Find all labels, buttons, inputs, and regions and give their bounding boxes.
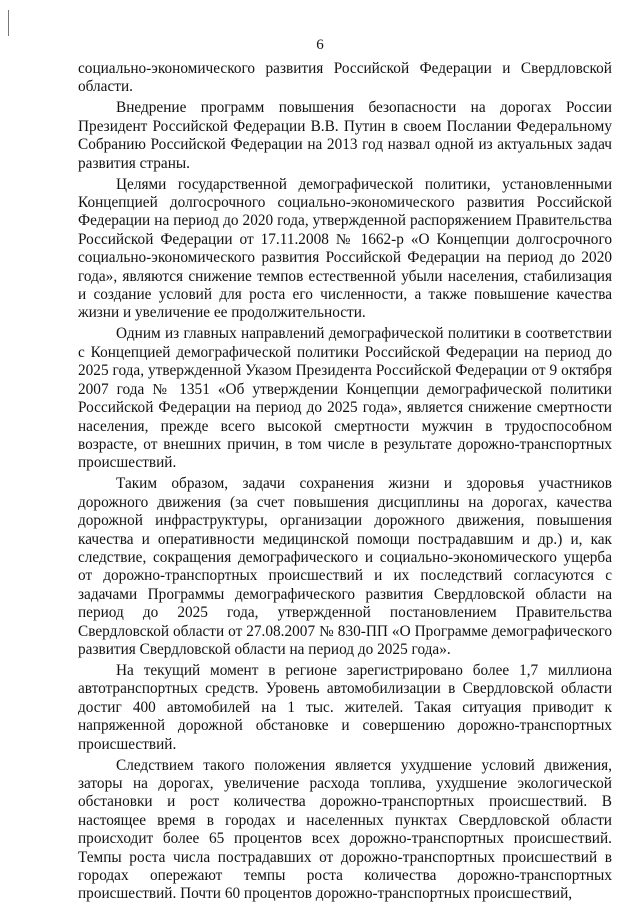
page-number: 6 (316, 37, 324, 53)
paragraph-mortality-reduction: Одним из главных направлений демографической политики в соответствии с Концепцией демографической политики Российской Федерации на период до 2025 года, утвержденной Указом Президента Российской Федерации от 9 октября 2007 года № 1351 «Об утверждении Концепции демографической политики Российской Федерации на период до 2025 года», является снижение смертности населения, прежде всего высокой смертности мужчин в трудоспособном возрасте, от внешних причин, в том числе в результате дорожно-транспортных происшествий. (78, 325, 612, 472)
paragraph-continuation: социально-экономического развития Российской Федерации и Свердловской области. (78, 60, 612, 96)
paragraph-traffic-participants-safety: Таким образом, задачи сохранения жизни и здоровья участников дорожного движения (за счет повышения дисциплины на дорогах, качества дорожной инфраструктуры, организации дорожного движения, повышения качества и оперативности медицинской помощи пострадавшим и др.) и, как следствие, сокращения демографического и социально-экономического ущерба от дорожно-транспортных происшествий и их последствий согласуются с задачами Программы демографического развития Свердловской области на период до 2025 года, утвержденной постановлением Правительства Свердловской области от 27.08.2007 № 830-ПП «О Программе демографического развития Свердловской области на период до 2025 года». (78, 475, 612, 658)
scan-edge-mark (8, 10, 9, 36)
document-body (78, 60, 612, 906)
paragraph-motorization-level: На текущий момент в регионе зарегистрировано более 1,7 миллиона автотранспортных средств. Уровень автомобилизации в Свердловской области достиг 400 автомобилей на 1 тыс. жителей. Такая ситуация приводит к напряженной дорожной обстановке и совершению дорожно-транспортных происшествий. (78, 661, 612, 753)
paragraph-consequences: Следствием такого положения является ухудшение условий движения, заторы на дорогах, увеличение расхода топлива, ухудшение экологической обстановки и рост количества дорожно-транспортных происшествий. В настоящее время в городах и населенных пунктах Свердловской области происходит более 65 процентов всех дорожно-транспортных происшествий. Темпы роста числа пострадавших от дорожно-транспортных происшествий в городах опережают темпы роста количества дорожно-транспортных происшествий. Почти 60 процентов дорожно-транспортных происшествий, (78, 756, 612, 903)
paragraph-demographic-policy-goals: Целями государственной демографической политики, установленными Концепцией долгосрочного социально-экономического развития Российской Федерации на период до 2020 года, утвержденной распоряжением Правительства Российской Федерации от 17.11.2008 № 1662-р «О Концепции долгосрочного социально-экономического развития Российской Федерации на период до 2020 года», являются снижение темпов естественной убыли населения, стабилизация и создание условий для роста его численности, а также повышение качества жизни и увеличение ее продолжительности. (78, 175, 612, 322)
paragraph-road-safety-programs: Внедрение программ повышения безопасности на дорогах России Президент Российской Федерации В.В. Путин в своем Послании Федеральному Собранию Российской Федерации на 2013 год назвал одной из актуальных задач развития страны. (78, 99, 612, 172)
